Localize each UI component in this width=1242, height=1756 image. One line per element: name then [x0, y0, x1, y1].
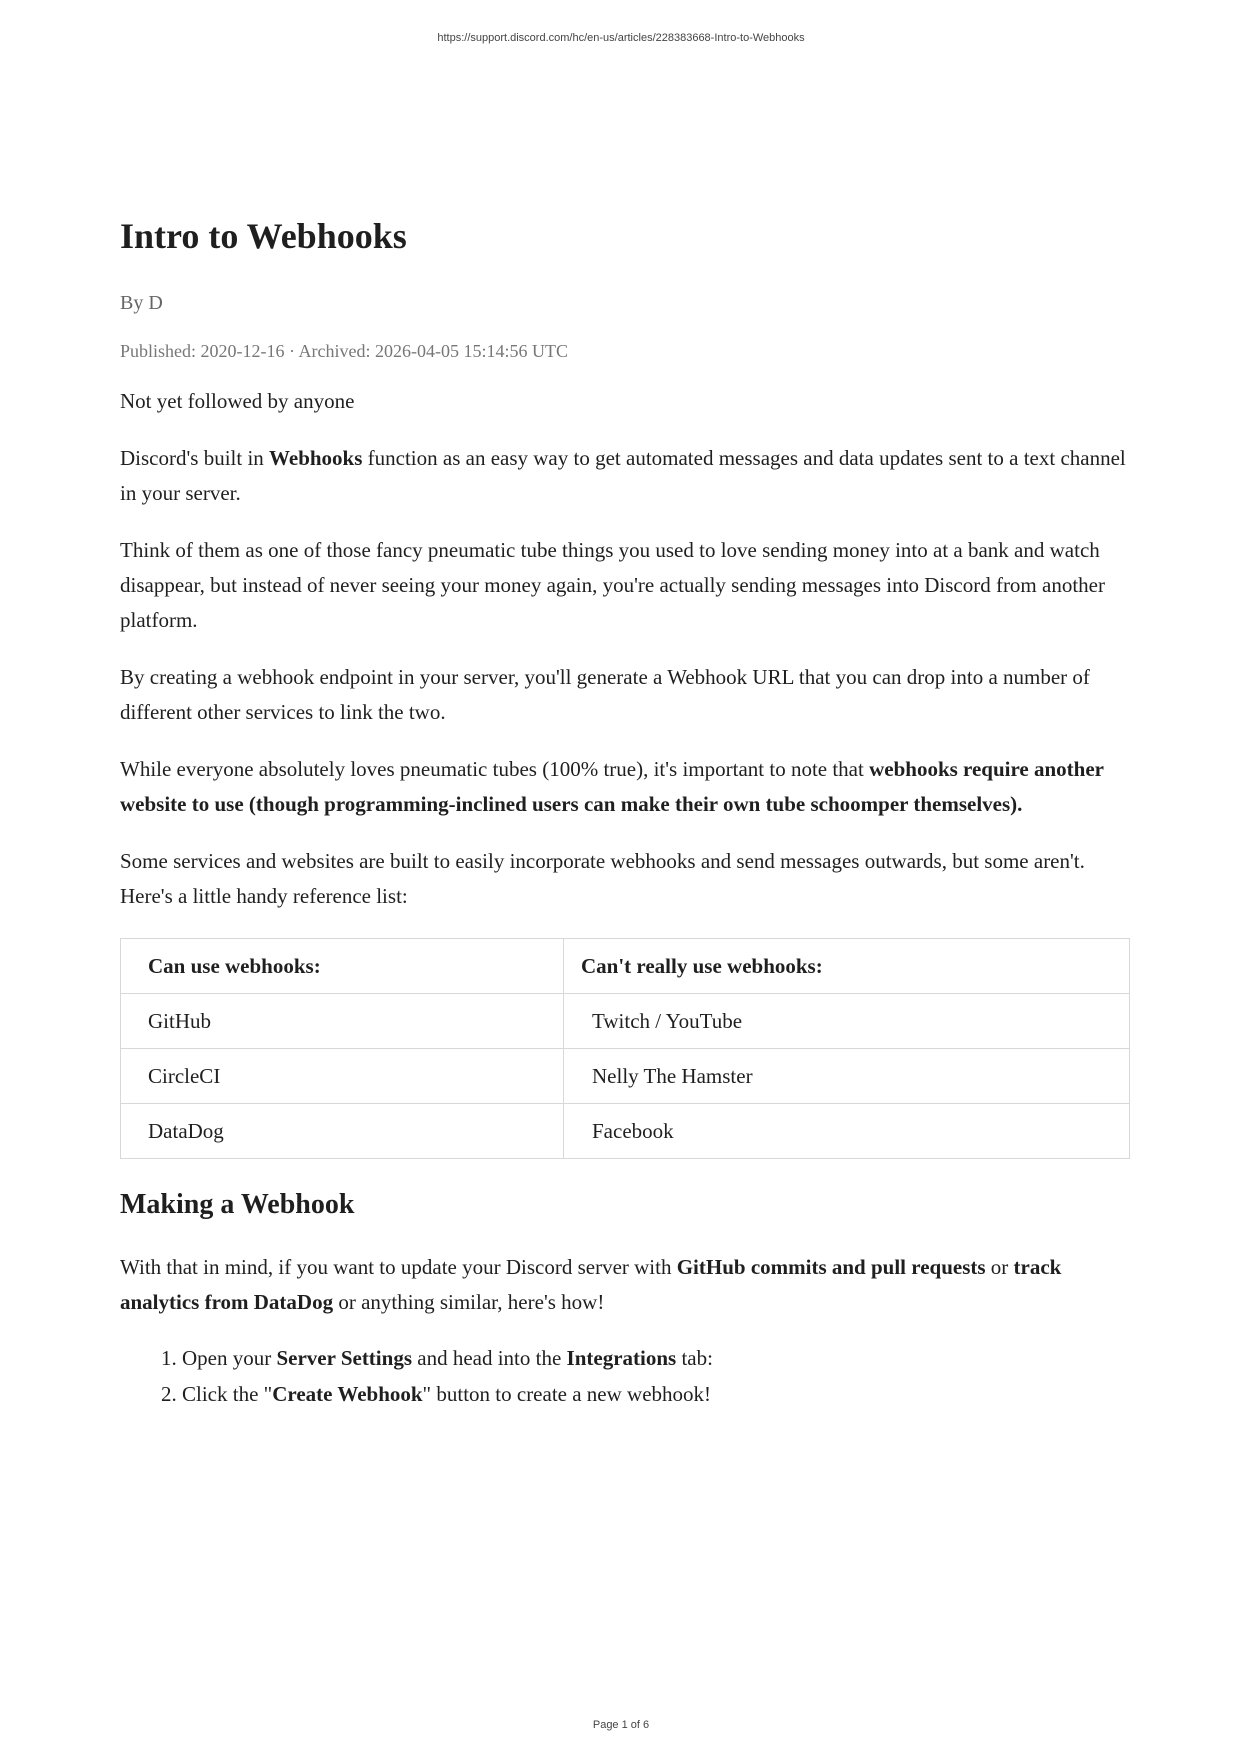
reference-table [120, 938, 1130, 1159]
article [120, 210, 1130, 1412]
paragraph-pneumatic: Think of them as one of those fancy pneumatic tube things you used to love sending money into at a bank and watch disappear, but instead of never seeing your money again, you're actually sending messages into Discord from another platform. [120, 538, 1105, 632]
paragraph-intro [120, 441, 1130, 511]
table-row [121, 994, 1130, 1049]
page-url-header: https://support.discord.com/hc/en-us/articles/228383668-Intro-to-Webhooks [437, 32, 805, 44]
table-header-cell: Can't really use webhooks: [564, 939, 1130, 994]
text-run: Click the " [182, 1382, 273, 1406]
followers-text: Not yet followed by anyone [120, 389, 355, 413]
text-run: or anything similar, here's how! [333, 1290, 605, 1314]
bold-text: Integrations [566, 1346, 677, 1370]
text-run: " button to create a new webhook! [422, 1382, 712, 1406]
table-cell: DataDog [121, 1104, 564, 1159]
bold-text: Webhooks [269, 446, 363, 470]
page-number: Page 1 of 6 [592, 1719, 650, 1731]
bold-text: Server Settings [276, 1346, 412, 1370]
table-cell: CircleCI [121, 1049, 564, 1104]
table-row [121, 1104, 1130, 1159]
text-run: and head into the [412, 1346, 567, 1370]
paragraph-note [120, 752, 1130, 822]
table-cell: Facebook [564, 1104, 1130, 1159]
text-run: function as an easy way to get automated messages and data updates sent to a text channel in your server. [120, 446, 1126, 505]
table-header-cell: Can use webhooks: [121, 939, 564, 994]
text-run: With that in mind, if you want to update your Discord server with [120, 1255, 677, 1279]
table-cell: GitHub [121, 994, 564, 1049]
paragraph-how-to [120, 1250, 1130, 1320]
text-run: Open your [182, 1346, 277, 1370]
publish-info: Published: 2020-12-16 · Archived: 2026-04-05 15:14:56 UTC [120, 341, 568, 361]
table-header-row [121, 939, 1130, 994]
text-run: or [985, 1255, 1014, 1279]
table-row [121, 1049, 1130, 1104]
bold-text: track analytics from DataDog [120, 1255, 1062, 1314]
steps-list [120, 1340, 1130, 1412]
bold-text: Create Webhook [272, 1382, 423, 1406]
bold-text: webhooks require another website to use (though programming-inclined users can make their own tube schoomper themselves). [120, 757, 1104, 816]
article-title: Intro to Webhooks [120, 216, 407, 256]
article-byline: By D [120, 292, 163, 314]
paragraph-reference: Some services and websites are built to easily incorporate webhooks and send messages outwards, but some aren't. Here's a little handy reference list: [120, 849, 1085, 908]
bold-text: GitHub commits and pull requests [676, 1255, 986, 1279]
text-run: Discord's built in [120, 446, 270, 470]
paragraph-endpoint: By creating a webhook endpoint in your server, you'll generate a Webhook URL that you can drop into a number of different other services to link the two. [120, 665, 1090, 724]
table-cell: Nelly The Hamster [564, 1049, 1130, 1104]
list-item [182, 1340, 1130, 1376]
list-item [182, 1376, 1130, 1412]
section-heading: Making a Webhook [120, 1189, 355, 1220]
text-run: While everyone absolutely loves pneumatic tubes (100% true), it's important to note that [120, 757, 870, 781]
text-run: tab: [676, 1346, 713, 1370]
table-cell: Twitch / YouTube [564, 994, 1130, 1049]
